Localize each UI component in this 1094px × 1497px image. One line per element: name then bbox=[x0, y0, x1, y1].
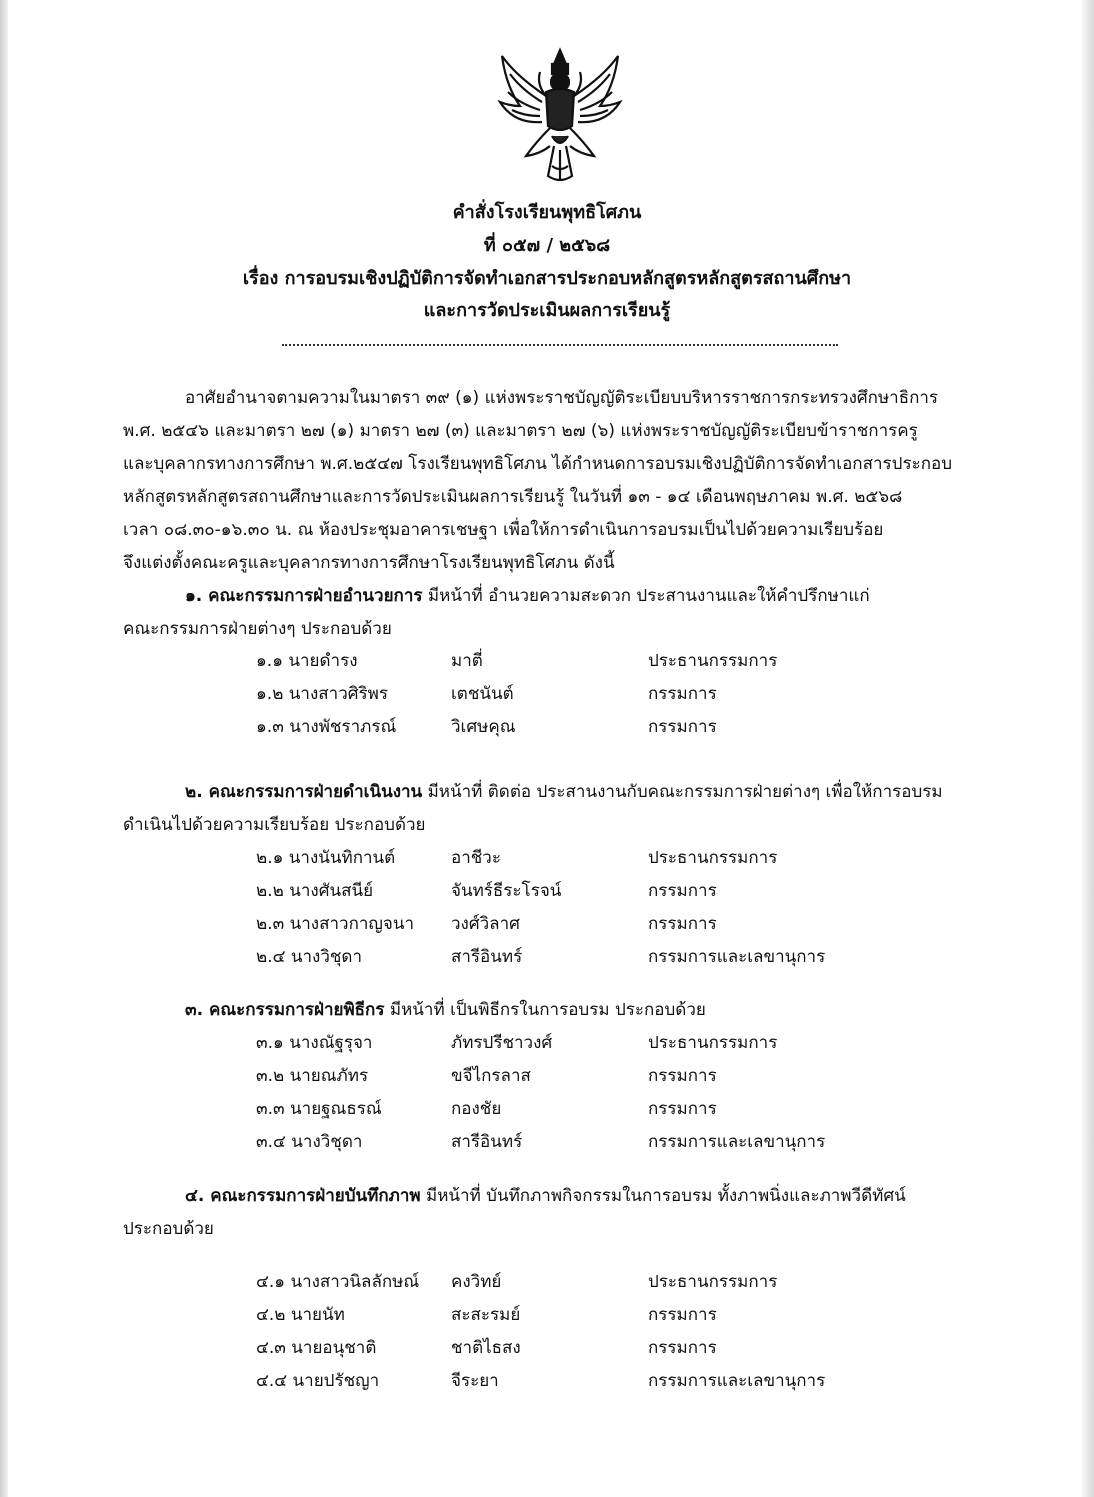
member-role: กรรมการ bbox=[648, 1066, 717, 1086]
member-surname: สารีอินทร์ bbox=[451, 947, 523, 967]
section-3-heading: ๓. คณะกรรมการฝ่ายพิธีกร มีหน้าที่ เป็นพิธีกรในการอบรม ประกอบด้วย bbox=[185, 1000, 706, 1020]
member-name: ๑.๒ นางสาวศิริพร bbox=[256, 684, 388, 704]
member-surname: ภัทรปรีชาวงศ์ bbox=[451, 1033, 553, 1053]
dotted-separator bbox=[282, 344, 838, 346]
section-1-heading: ๑. คณะกรรมการฝ่ายอำนวยการ มีหน้าที่ อำนวยความสะดวก ประสานงานและให้คำปรึกษาแก่ bbox=[185, 586, 870, 606]
order-subject-line1: เรื่อง การอบรมเชิงปฏิบัติการจัดทำเอกสารประกอบหลักสูตรหลักสูตรสถานศึกษา bbox=[242, 268, 852, 289]
member-surname: วงศ์วิลาศ bbox=[451, 914, 520, 934]
order-number: ที่ ๐๕๗ / ๒๕๖๘ bbox=[483, 235, 611, 256]
member-name: ๔.๒ นายนัท bbox=[256, 1305, 345, 1325]
member-surname: วิเศษคุณ bbox=[451, 717, 516, 737]
preamble-line: จึงแต่งตั้งคณะครูและบุคลากรทางการศึกษาโรงเรียนพุทธิโศภน ดังนี้ bbox=[123, 553, 615, 573]
member-surname: มาตี่ bbox=[451, 651, 483, 671]
member-surname: สะสะรมย์ bbox=[451, 1305, 521, 1325]
member-surname: อาชีวะ bbox=[451, 848, 501, 868]
section-4-duty-line2: ประกอบด้วย bbox=[123, 1219, 214, 1239]
section-2-heading: ๒. คณะกรรมการฝ่ายดำเนินงาน มีหน้าที่ ติดต่อ ประสานงานกับคณะกรรมการฝ่ายต่างๆ เพื่อให้การอบรม bbox=[185, 782, 943, 802]
member-surname: จีระยา bbox=[451, 1371, 499, 1391]
member-name: ๔.๓ นายอนุชาติ bbox=[256, 1338, 377, 1358]
member-role: กรรมการ bbox=[648, 881, 717, 901]
member-role: กรรมการ bbox=[648, 684, 717, 704]
member-surname: คงวิทย์ bbox=[451, 1272, 502, 1292]
member-role: กรรมการ bbox=[648, 914, 717, 934]
order-title: คำสั่งโรงเรียนพุทธิโศภน bbox=[452, 202, 642, 223]
preamble-line: และบุคลากรทางการศึกษา พ.ศ.๒๕๔๗ โรงเรียนพุทธิโศภน ได้กำหนดการอบรมเชิงปฏิบัติการจัดทำเอกสารประกอบ bbox=[123, 454, 952, 474]
member-name: ๓.๔ นางวิชุดา bbox=[256, 1132, 363, 1152]
member-role: กรรมการและเลขานุการ bbox=[648, 1132, 826, 1152]
section-1-duty-line2: คณะกรรมการฝ่ายต่างๆ ประกอบด้วย bbox=[123, 619, 392, 639]
member-role: ประธานกรรมการ bbox=[648, 848, 778, 868]
member-name: ๔.๑ นางสาวนิลลักษณ์ bbox=[256, 1272, 420, 1292]
member-surname: ชาติไธสง bbox=[451, 1338, 521, 1358]
member-surname: ขจีไกรลาส bbox=[451, 1066, 531, 1086]
member-name: ๒.๑ นางนันทิกานต์ bbox=[256, 848, 396, 868]
member-role: กรรมการและเลขานุการ bbox=[648, 1371, 826, 1391]
member-role: กรรมการ bbox=[648, 1338, 717, 1358]
preamble-line: หลักสูตรหลักสูตรสถานศึกษาและการวัดประเมินผลการเรียนรู้ ในวันที่ ๑๓ - ๑๔ เดือนพฤษภาคม พ.ศ. ๒๕๖๘ bbox=[123, 487, 903, 507]
member-surname: เตชนันต์ bbox=[451, 684, 514, 704]
member-surname: สารีอินทร์ bbox=[451, 1132, 523, 1152]
member-role: ประธานกรรมการ bbox=[648, 651, 778, 671]
member-surname: กองชัย bbox=[451, 1099, 502, 1119]
preamble-line: เวลา ๐๘.๓๐-๑๖.๓๐ น. ณ ห้องประชุมอาคารเชษฐา เพื่อให้การดำเนินการอบรมเป็นไปด้วยความเรียบร้อย bbox=[123, 520, 884, 540]
member-name: ๑.๓ นางพัชราภรณ์ bbox=[256, 717, 397, 737]
member-name: ๔.๔ นายปรัชญา bbox=[256, 1371, 380, 1391]
member-name: ๑.๑ นายดำรง bbox=[256, 651, 358, 671]
section-4-heading: ๔. คณะกรรมการฝ่ายบันทึกภาพ มีหน้าที่ บันทึกภาพกิจกรรมในการอบรม ทั้งภาพนิ่งและภาพวีดีทัศน์ bbox=[185, 1186, 906, 1206]
member-name: ๓.๒ นายณภัทร bbox=[256, 1066, 369, 1086]
member-name: ๓.๓ นายฐณธรณ์ bbox=[256, 1099, 382, 1119]
member-role: กรรมการ bbox=[648, 1099, 717, 1119]
order-subject-line2: และการวัดประเมินผลการเรียนรู้ bbox=[423, 300, 671, 321]
member-role: กรรมการ bbox=[648, 717, 717, 737]
preamble-line: พ.ศ. ๒๕๔๖ และมาตรา ๒๗ (๑) มาตรา ๒๗ (๓) และมาตรา ๒๗ (๖) แห่งพระราชบัญญัติระเบียบข้าราชการครู bbox=[123, 421, 918, 441]
member-name: ๒.๔ นางวิชุดา bbox=[256, 947, 363, 967]
member-name: ๒.๓ นางสาวกาญจนา bbox=[256, 914, 415, 934]
preamble-line: อาศัยอำนาจตามความในมาตรา ๓๙ (๑) แห่งพระราชบัญญัติระเบียบบริหารราชการกระทรวงศึกษาธิการ bbox=[185, 388, 939, 408]
member-role: กรรมการและเลขานุการ bbox=[648, 947, 826, 967]
section-2-duty-line2: ดำเนินไปด้วยความเรียบร้อย ประกอบด้วย bbox=[123, 815, 426, 835]
member-surname: จันทร์ธีระโรจน์ bbox=[451, 881, 562, 901]
garuda-emblem-icon bbox=[496, 46, 624, 186]
member-role: ประธานกรรมการ bbox=[648, 1033, 778, 1053]
member-name: ๒.๒ นางศันสนีย์ bbox=[256, 881, 374, 901]
member-role: กรรมการ bbox=[648, 1305, 717, 1325]
member-name: ๓.๑ นางณัฐรุจา bbox=[256, 1033, 373, 1053]
member-role: ประธานกรรมการ bbox=[648, 1272, 778, 1292]
